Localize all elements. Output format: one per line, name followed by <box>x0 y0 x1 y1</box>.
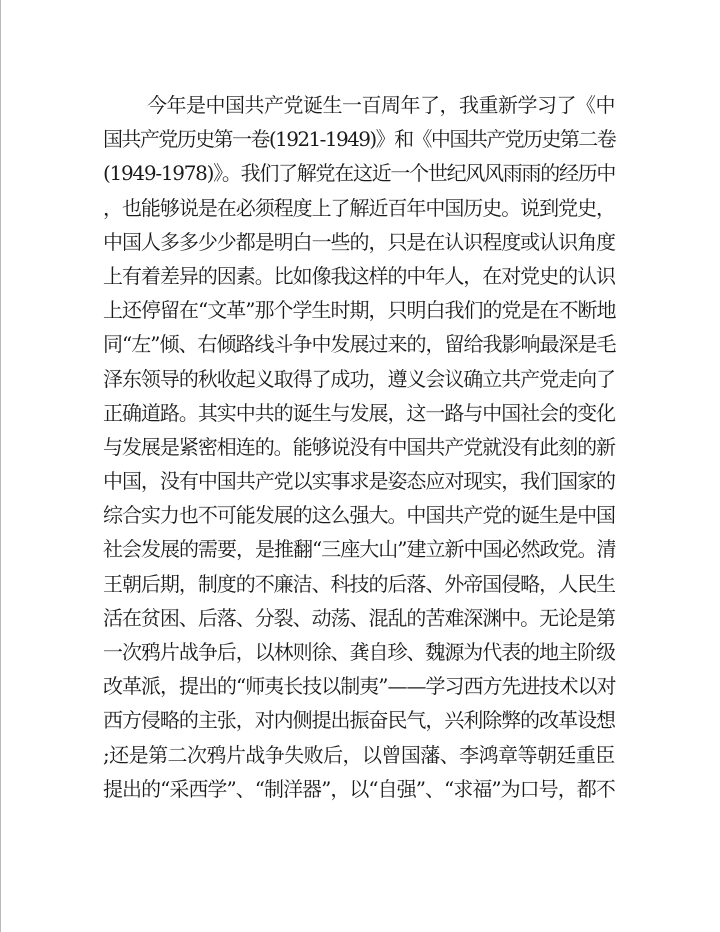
text-line: 正确道路。其实中共的诞生与发展，这一路与中国社会的变化 <box>103 400 615 425</box>
text-line: 同“左”倾、右倾路线斗争中发展过来的，留给我影响最深是毛 <box>103 332 616 357</box>
text-line: 活在贫困、后落、分裂、动荡、混乱的苦难深渊中。无论是第 <box>103 605 615 630</box>
text-line: 提出的“采西学”、“制洋器”，以“自强”、“求福”为口号，都不 <box>103 776 615 801</box>
text-line: 上有着差异的因素。比如像我这样的中年人，在对党史的认识 <box>103 263 615 288</box>
text-line: 西方侵略的主张，对内侧提出振奋民气，兴利除弊的改革设想 <box>103 708 615 733</box>
text-line: 社会发展的需要，是推翻“三座大山”建立新中国必然政党。清 <box>103 537 616 562</box>
text-line: 国共产党历史第一卷(1921-1949)》和《中国共产党历史第二卷 <box>103 127 616 152</box>
text-line: 上还停留在“文革”那个学生时期，只明白我们的党是在不断地 <box>103 298 616 323</box>
text-line: 一次鸦片战争后，以林则徐、龚自珍、魏源为代表的地主阶级 <box>103 640 615 664</box>
text-line: 综合实力也不可能发展的这么强大。中国共产党的诞生是中国 <box>103 503 615 528</box>
text-line: 与发展是紧密相连的。能够说没有中国共产党就没有此刻的新 <box>103 434 615 459</box>
text-line: 王朝后期，制度的不廉洁、科技的后落、外帝国侵略，人民生 <box>103 571 615 596</box>
text-line: ，也能够说是在必须程度上了解近百年中国历史。说到党史， <box>103 195 615 220</box>
text-line: 改革派，提出的“师夷长技以制夷”——学习西方先进技术以对 <box>103 674 616 699</box>
text-line: 中国人多多少少都是明白一些的，只是在认识程度或认识角度 <box>103 229 615 254</box>
body-paragraph <box>103 88 623 806</box>
text-line: (1949-1978)》。我们了解党在这近一个世纪风风雨雨的经历中 <box>103 161 616 186</box>
text-line: ;还是第二次鸦片战争失败后，以曾国藩、李鸿章等朝廷重臣 <box>103 742 615 767</box>
text-line: 泽东领导的秋收起义取得了成功，遵义会议确立共产党走向了 <box>103 366 615 391</box>
text-line: 中国，没有中国共产党以实事求是姿态应对现实，我们国家的 <box>103 469 615 494</box>
text-line: 今年是中国共产党诞生一百周年了，我重新学习了《中 <box>147 93 615 117</box>
page-left-border <box>0 0 1 932</box>
